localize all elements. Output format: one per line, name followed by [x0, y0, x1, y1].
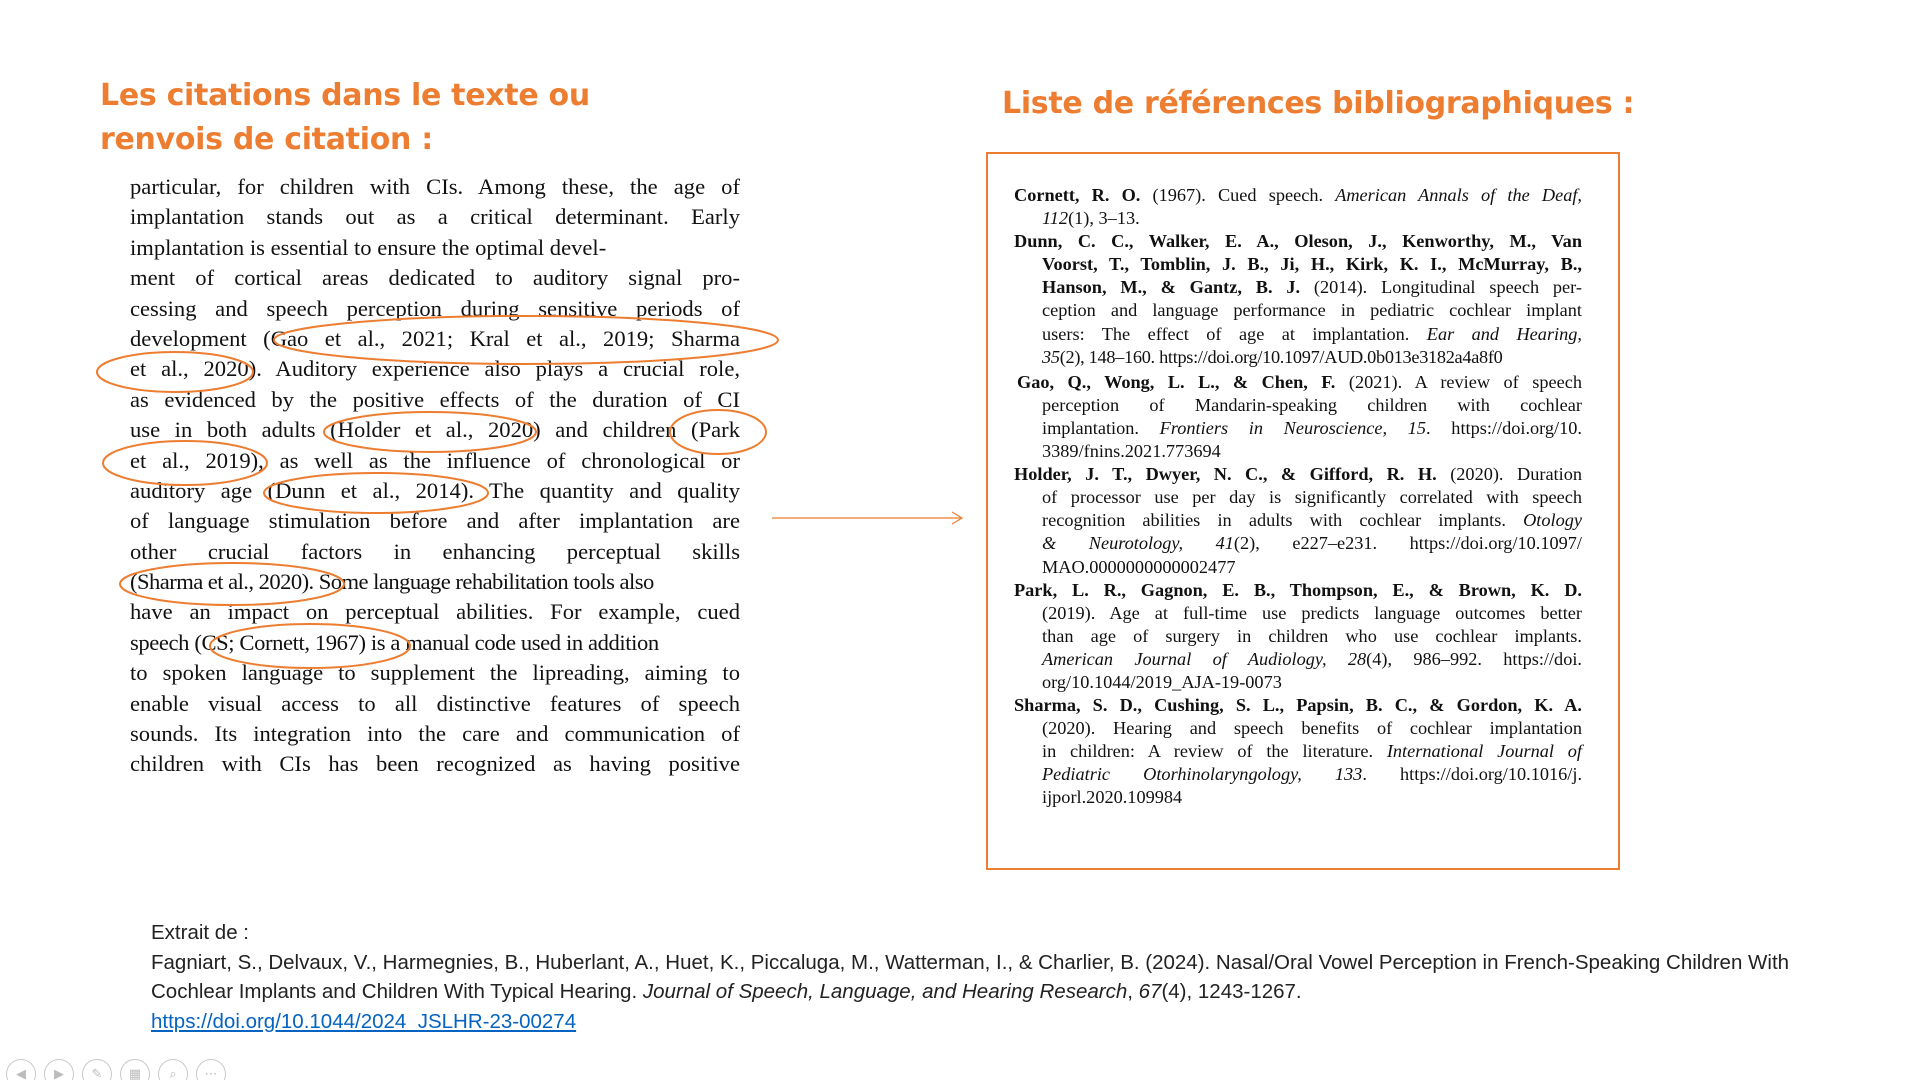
previous-slide-icon[interactable]: ◀: [6, 1059, 36, 1080]
article-excerpt: [130, 172, 740, 788]
zoom-icon[interactable]: ⌕: [158, 1059, 188, 1080]
excerpt-line: of language stimulation before and after implantation are: [130, 508, 740, 534]
excerpt-line: sounds. Its integration into the care and communication of: [130, 721, 740, 747]
slides-overview-icon[interactable]: ▦: [120, 1059, 150, 1080]
excerpt-line: speech (CS; Cornett, 1967) is a manual code used in addition: [130, 629, 659, 655]
arrow-head: [952, 512, 962, 524]
reference-cornett: Cornett, R. O. (1967). Cued speech. American Annals of the Deaf, 112(1), 3–13.: [1014, 185, 1582, 229]
reference-list-box: [986, 152, 1620, 870]
excerpt-line: implantation stands out as a critical determinant. Early: [130, 204, 740, 230]
excerpt-line: ment of cortical areas dedicated to auditory signal pro-: [130, 265, 740, 291]
excerpt-line: auditory age (Dunn et al., 2014). The quantity and quality: [130, 477, 740, 503]
source-label: Extrait de :: [151, 921, 249, 944]
more-options-icon[interactable]: ⋯: [196, 1059, 226, 1080]
reference-gao: Gao, Q., Wong, L. L., & Chen, F. (2021). A review of speech perception of Mandarin-speaking children with cochlear implantation. Frontiers in Neuroscience, 15. https://doi.org/10. 3389/fnins.2021.773694: [1017, 371, 1582, 462]
excerpt-line: development (Gao et al., 2021; Kral et al., 2019; Sharma: [130, 325, 740, 351]
excerpt-line: as evidenced by the positive effects of the duration of CI: [130, 386, 740, 412]
excerpt-line: other crucial factors in enhancing perceptual skills: [130, 538, 740, 564]
heading-reference-list: Liste de références bibliographiques :: [1002, 86, 1635, 121]
excerpt-line: children with CIs has been recognized as having positive: [130, 751, 740, 777]
reference-sharma: Sharma, S. D., Cushing, S. L., Papsin, B. C., & Gordon, K. A. (2020). Hearing and speech benefits of cochlear implantation in children: A review of the literature. International Journal of Pediatric Otorhinolaryngology, 133. https://doi.org/10.1016/j. ijporl.2020.109984: [1014, 695, 1583, 808]
excerpt-line: cessing and speech perception during sensitive periods of: [130, 295, 740, 321]
reference-holder: Holder, J. T., Dwyer, N. C., & Gifford, R. H. (2020). Duration of processor use per day is significantly correlated with speech recognition abilities in adults with cochlear implants. Otology & Neurotology, 41(2), e227–e231. https://doi.org/10.1097/ MAO.0000000000002477: [1014, 464, 1582, 577]
excerpt-line: to spoken language to supplement the lipreading, aiming to: [130, 660, 740, 686]
pen-icon[interactable]: ✎: [82, 1059, 112, 1080]
excerpt-line: (Sharma et al., 2020). Some language rehabilitation tools also: [130, 569, 654, 595]
source-reference: Fagniart, S., Delvaux, V., Harmegnies, B., Huberlant, A., Huet, K., Piccaluga, M., Watterman, I., & Charlier, B. (2024). Nasal/Oral Vowel Perception in French-Speaking Children With Cochlear Implants and Children With Typical Hearing. Journal of Speech, Language, and Hearing Research, 67(4), 1243-1267.: [151, 950, 1790, 1003]
source-doi-link[interactable]: https://doi.org/10.1044/2024_JSLHR-23-00274: [151, 1009, 577, 1033]
excerpt-line: use in both adults (Holder et al., 2020) and children (Park: [130, 417, 740, 443]
excerpt-line: et al., 2019), as well as the influence of chronological or: [130, 447, 740, 473]
excerpt-line: et al., 2020). Auditory experience also plays a crucial role,: [130, 356, 740, 382]
reference-list: [1014, 184, 1582, 810]
heading-in-text-citations: Les citations dans le texte ou renvois de citation :: [100, 78, 590, 157]
excerpt-line: implantation is essential to ensure the optimal devel-: [130, 234, 607, 260]
reference-dunn: Dunn, C. C., Walker, E. A., Oleson, J., Kenworthy, M., Van Voorst, T., Tomblin, J. B., Ji, H., Kirk, K. I., McMurray, B., Hanson, M., & Gantz, B. J. (2014). Longitudinal speech per- ception and language performance in pediatric cochlear implant users: The effect of age at implantation. Ear and Hearing, 35(2), 148–160. https://doi.org/10.1097/AUD.0b013e3182a4a8f0: [1014, 231, 1582, 367]
source-citation: [151, 918, 1791, 1036]
excerpt-line: enable visual access to all distinctive features of speech: [130, 690, 740, 716]
excerpt-line: have an impact on perceptual abilities. For example, cued: [130, 599, 740, 625]
next-slide-icon[interactable]: ▶: [44, 1059, 74, 1080]
excerpt-line: particular, for children with CIs. Among these, the age of: [130, 174, 740, 199]
slideshow-controls: [6, 1059, 226, 1080]
reference-park: Park, L. R., Gagnon, E. B., Thompson, E., & Brown, K. D. (2019). Age at full-time use predicts language outcomes better than age of surgery in children who use cochlear implants. American Journal of Audiology, 28(4), 986–992. https://doi. org/10.1044/2019_AJA-19-0073: [1014, 579, 1582, 692]
